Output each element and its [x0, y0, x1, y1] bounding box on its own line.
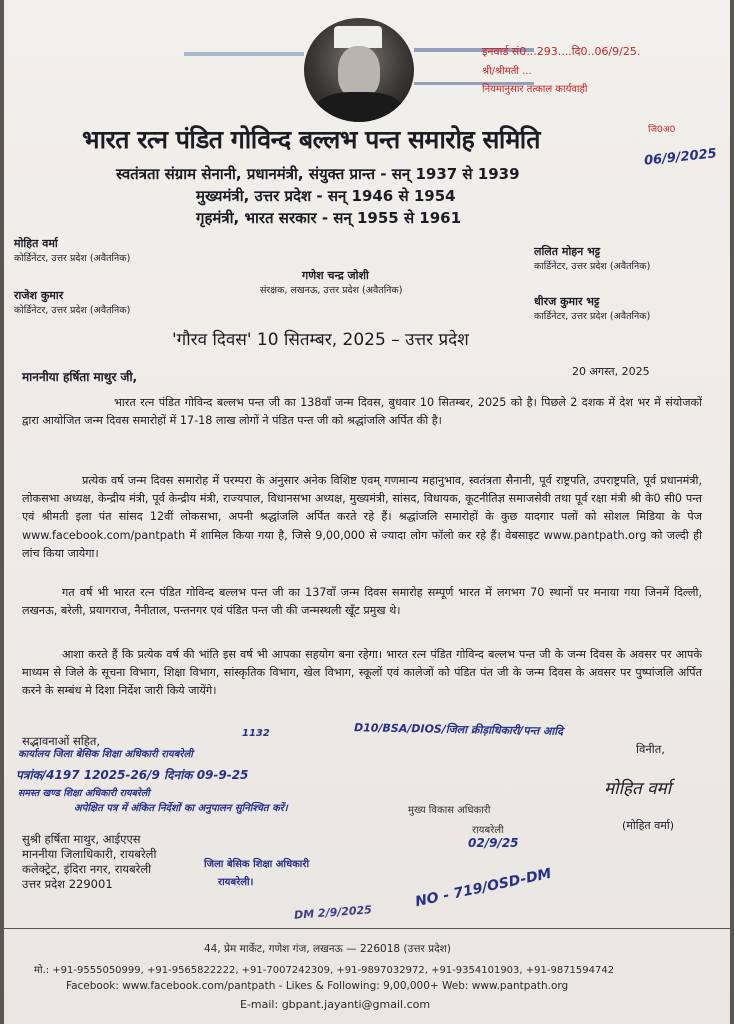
stamp-side-date: 06/9/2025: [643, 146, 718, 169]
officer-left-1: मोहित वर्मा कोर्डिनेटर, उत्तर प्रदेश (अवैतनिक): [14, 237, 131, 264]
stamp-line-1: इनवार्ड सं0...293....दि0..06/9/25.: [482, 45, 641, 58]
recipient-line-2: माननीया जिलाधिकारी, रायबरेली: [22, 847, 157, 861]
sender-signature: मोहित वर्मा: [604, 779, 672, 799]
letter-date: 20 अगस्त, 2025: [572, 365, 650, 378]
footer-divider: [4, 928, 730, 929]
stamp-line-3: नियमानुसार तत्काल कार्यवाही: [482, 84, 588, 95]
recipient-line-3: कलेक्ट्रेट, इंदिरा नगर, रायबरेली: [22, 862, 152, 876]
footer-social: Facebook: www.facebook.com/pantpath - Likes & Following: 9,00,000+ Web: www.pantpath.org: [66, 980, 569, 992]
header-line-1: स्वतंत्रता संग्राम सेनानी, प्रधानमंत्री, संयुक्त प्रान्त - सन् 1937 से 1939: [116, 165, 520, 183]
bsa-stamp: जिला बेसिक शिक्षा अधिकारी: [204, 859, 310, 870]
sender-greeting: विनीत,: [636, 742, 665, 756]
officer-center: गणेश चन्द्र जोशी संरक्षक, लखनऊ, उत्तर प्रदेश (अवैतनिक): [260, 269, 403, 296]
paragraph-2: प्रत्येक वर्ष जन्म दिवस समारोह में परम्परा के अनुसार अनेक विशिष्ट एवम् गणमान्य महानुभाव, स्वतंत्रता सैनानी, पूर्व राष्ट्रपति, उपराष्ट्रपति, पूर्व प्रधानमंत्री, लोकसभा अध्यक्ष, केन्द्रीय मंत्री, पूर्व केन्द्रीय मंत्री, राज्यपाल, विधानसभा अध्यक्ष, मुख्यमंत्री, सांसद, विधायक, कूटनीतिज्ञ समाजसेवी तथा पूर्व रक्षा मंत्री श्री के0 सी0 पन्त एवं श्रीमती इला पंत सांसद 12वीं लोकसभा, अपनी श्रद्धांजलि अर्पित करते रहे हैं। श्रद्धांजलि समारोहों के कुछ यादगार पलों को सोशल मिडिया के पेज www.facebook.com/pantpath में शामिल किया गया है, जिसे 9,00,000 से ज्यादा लोग फॉलो कर रहे हैं। वेबसाइट www.pantpath.org को जल्दी ही लांच किया जायेगा।: [22, 474, 702, 560]
officer-right-2: धीरज कुमार भट्ट कार्डिनेटर, उत्तर प्रदेश (अवैतनिक): [534, 295, 651, 322]
header-line-2: मुख्यमंत्री, उत्तर प्रदेश - सन् 1946 से 1954: [196, 187, 456, 205]
organisation-title: भारत रत्न पंडित गोविन्द बल्लभ पन्त समारोह समिति: [82, 125, 541, 154]
footer-phones: मो.: +91-9555050999, +91-9565822222, +91-7007242309, +91-9897032972, +91-9354101903, +91-9871594742: [34, 965, 615, 976]
portrait-logo: [304, 18, 414, 122]
stamp-line-2: श्री/श्रीमती ...: [482, 66, 532, 77]
inward-stamp: [482, 44, 692, 95]
subject-line: 'गौरव दिवस' 10 सितम्बर, 2025 – उत्तर प्रदेश: [172, 330, 469, 350]
handwritten-note-1: कार्यालय जिला बेसिक शिक्षा अधिकारी रायबरेली: [18, 749, 193, 760]
officer-left-2: राजेश कुमार कोर्डिनेटर, उत्तर प्रदेश (अवैतनिक): [14, 289, 131, 316]
recipient-line-4: उत्तर प्रदेश 229001: [22, 877, 113, 891]
handwritten-note-4: अपेक्षित पत्र में अंकित निर्देशों का अनुपालन सुनिश्चित करें।: [74, 803, 288, 814]
letter-sheet: [4, 0, 730, 1024]
header-line-3: गृहमंत्री, भारत सरकार - सन् 1955 से 1961: [196, 209, 462, 227]
paragraph-4: आशा करते हैं कि प्रत्येक वर्ष की भांति इस वर्ष भी आपका सहयोग बना रहेगा। भारत रत्न पंडित गोविन्द बल्लभ पन्त जी के जन्म दिवस के अवसर पर आपके माध्यम से जिले के सूचना विभाग, शिक्षा विभाग, सांस्कृतिक विभाग, खेल विभाग, स्कूलों एवं कालेजों को पंडित पंत जी के जन्म दिवस के अवसर पर पुष्पांजलि अर्पित करने के सम्बंध मे दिशा निर्देश जारी किये जायेंगे।: [22, 648, 702, 698]
bsa-place: रायबरेली।: [218, 877, 254, 888]
cdo-stamp: मुख्य विकास अधिकारी: [408, 805, 491, 816]
handwritten-note-2: पत्रांक/4197 12025-26/9 दिनांक 09-9-25: [16, 768, 249, 782]
handwritten-endorsement: D10/BSA/DIOS/जिला क्रीड़ाधिकारी/पन्त आदि: [353, 721, 564, 738]
handwritten-note-3: समस्त खण्ड शिक्षा अधिकारी रायबरेली: [18, 788, 150, 799]
footer-email: E-mail: gbpant.jayanti@gmail.com: [240, 998, 431, 1011]
paragraph-3: गत वर्ष भी भारत रत्न पंडित गोविन्द बल्लभ पन्त जी का 137वाँ जन्म दिवस समारोह सम्पूर्ण भारत में लगभग 70 स्थानों पर मनाया गया जिनमें दिल्ली, लखनऊ, बरेली, प्रयागराज, नैनीताल, पन्तनगर एवं पंडित पन्त जी की जन्मस्थली खूँट प्रमुख थे।: [22, 586, 702, 618]
reference-number: NO - 719/OSD-DM: [413, 865, 553, 911]
salutation: माननीया हर्षिता माथुर जी,: [22, 370, 138, 384]
cdo-place: रायबरेली: [472, 825, 504, 836]
dm-note: DM 2/9/2025: [293, 903, 373, 922]
stamp-side-1: जि0अ0: [648, 125, 676, 135]
sender-name: (मोहित वर्मा): [622, 819, 675, 832]
closing: सद्भावनाओं सहित,: [22, 734, 101, 748]
officer-right-1: ललित मोहन भट्ट कार्डिनेटर, उत्तर प्रदेश (अवैतनिक): [534, 245, 651, 272]
recipient-address: [22, 832, 156, 892]
tricolor-stripe-left: [184, 52, 304, 82]
handwritten-number: 1132: [242, 728, 270, 739]
recipient-line-1: सुश्री हर्षिता माथुर, आईएएस: [22, 832, 141, 846]
paragraph-1: भारत रत्न पंडित गोविन्द बल्लभ पन्त जी का 138वाँ जन्म दिवस, बुधवार 10 सितम्बर, 2025 को है। पिछले 2 दशक में देश भर में संयोजकों द्वारा आयोजित जन्म दिवस समारोहों में 17-18 लाख लोगों ने पंडित पन्त जी को श्रद्धांजलि अर्पित की है।: [22, 396, 702, 428]
footer-address: 44, प्रेम मार्केट, गणेश गंज, लखनऊ — 226018 (उत्तर प्रदेश): [204, 943, 451, 955]
cdo-date: 02/9/25: [468, 836, 519, 850]
